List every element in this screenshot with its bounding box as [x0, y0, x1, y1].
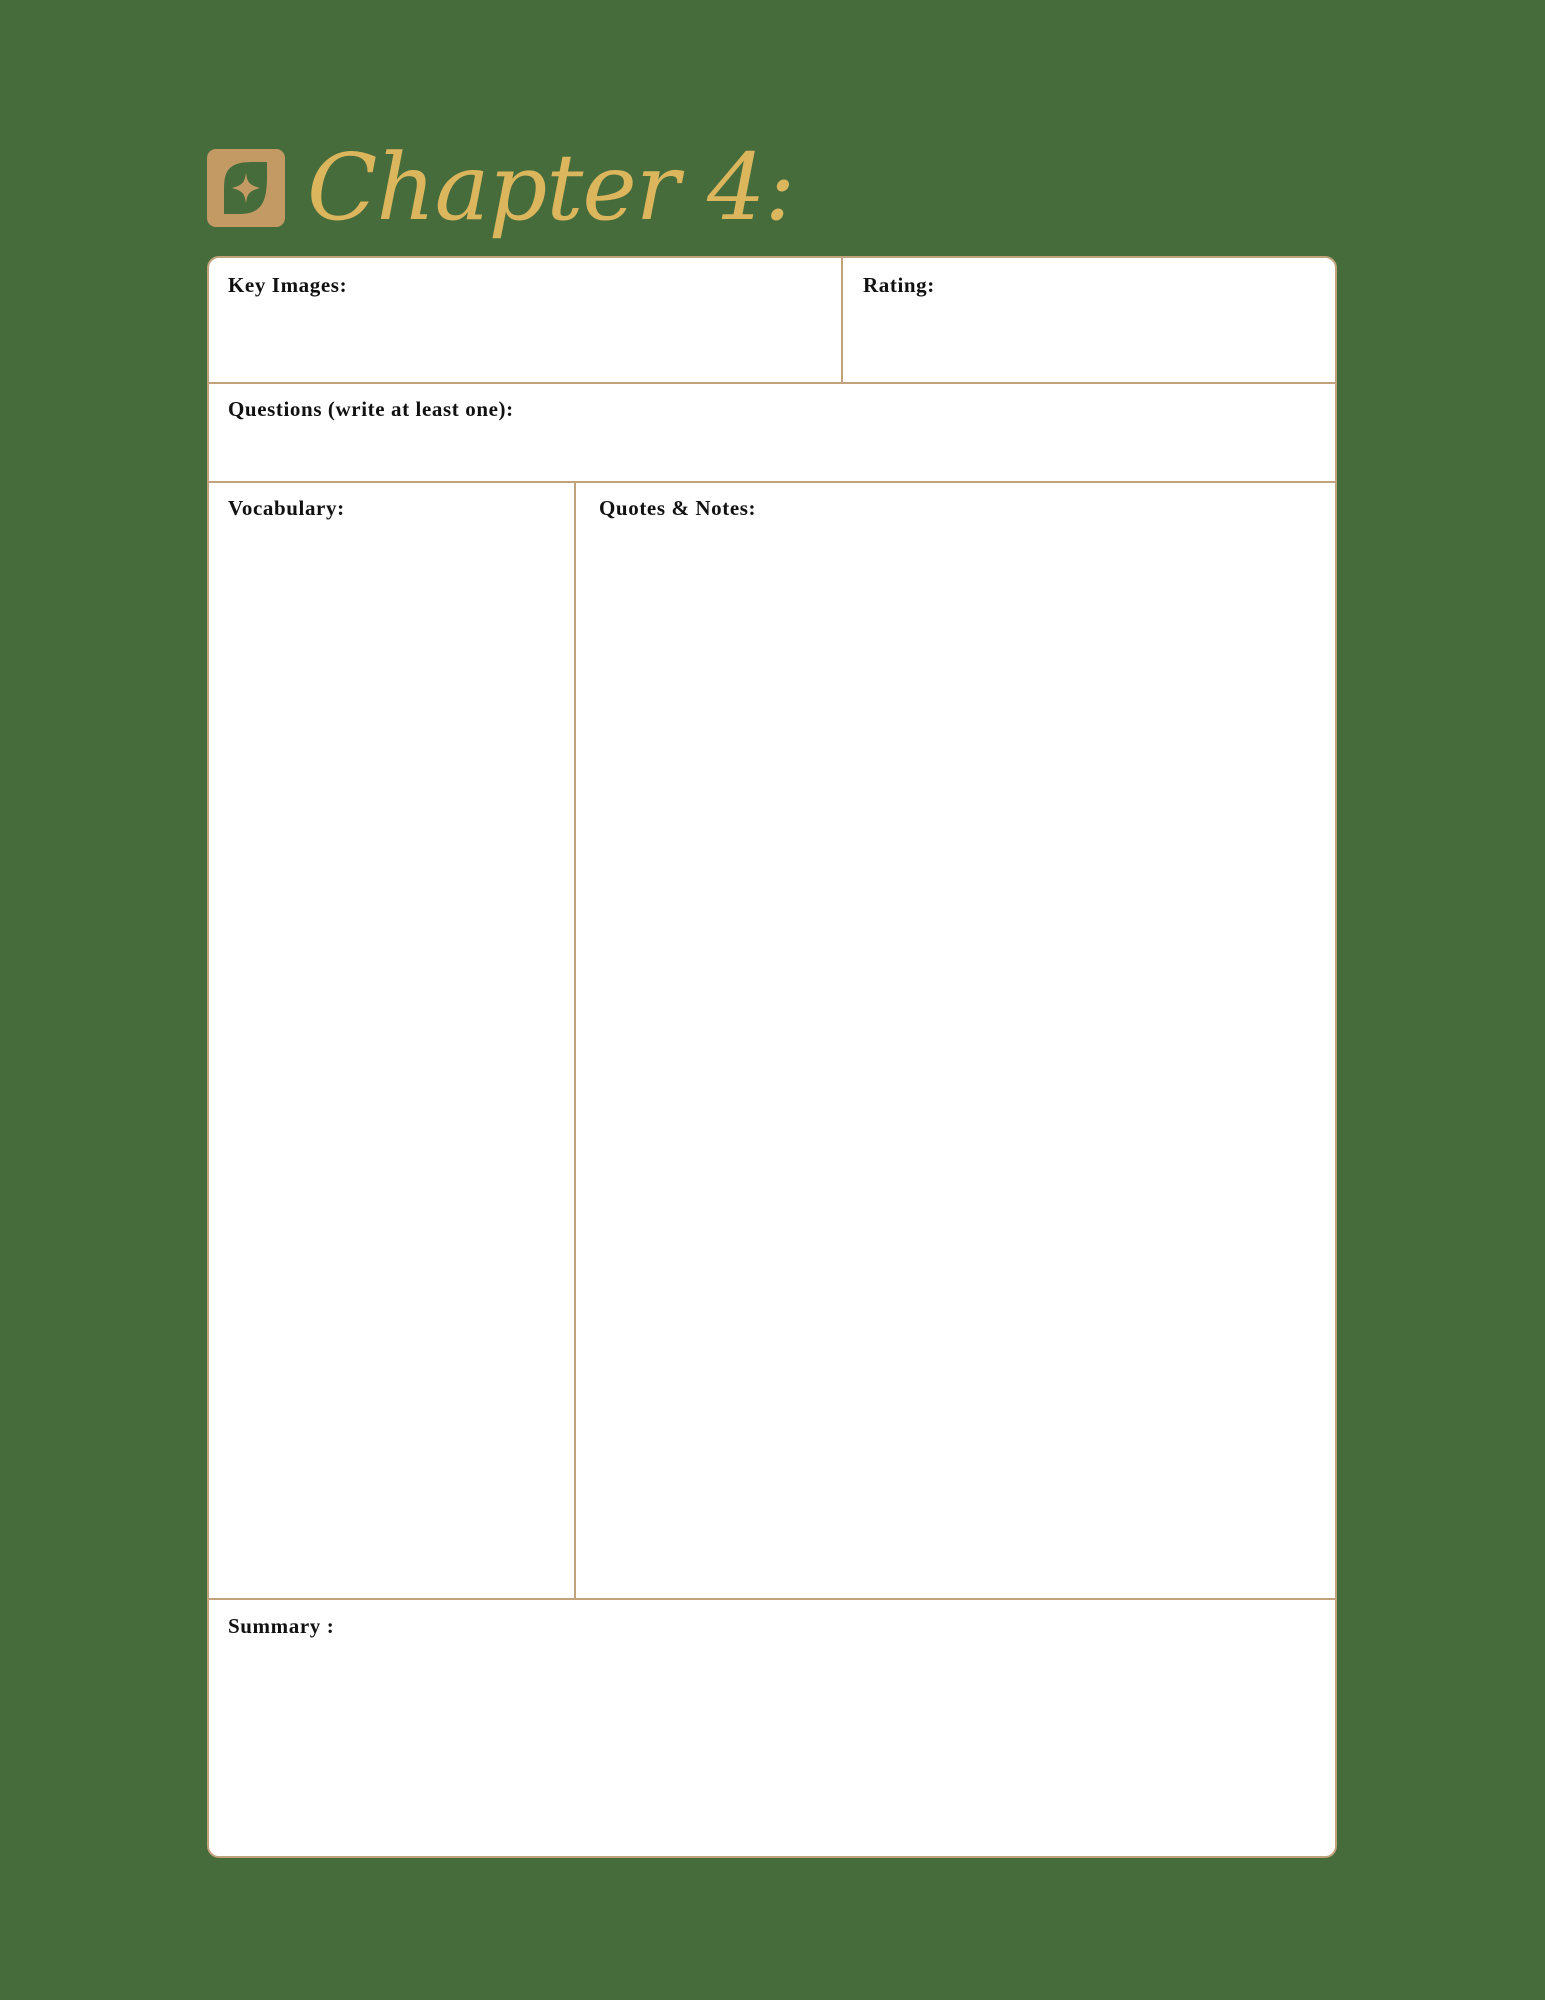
- rating-label: Rating:: [863, 273, 935, 297]
- sparkle-icon: [207, 149, 285, 227]
- divider: [209, 1598, 1337, 1600]
- key-images-field[interactable]: [209, 258, 841, 382]
- quotes-notes-field[interactable]: [576, 483, 1337, 1598]
- summary-label: Summary :: [228, 1614, 335, 1638]
- page-title: Chapter 4:: [307, 134, 795, 241]
- vocabulary-label: Vocabulary:: [228, 496, 345, 520]
- reading-notes-form: [207, 256, 1337, 1858]
- quotes-notes-label: Quotes & Notes:: [599, 496, 757, 520]
- rating-field[interactable]: [843, 258, 1337, 382]
- divider: [209, 481, 1337, 483]
- questions-label: Questions (write at least one):: [228, 397, 514, 421]
- divider: [841, 258, 843, 382]
- divider: [574, 481, 576, 1598]
- divider: [209, 382, 1337, 384]
- vocabulary-field[interactable]: [209, 483, 574, 1598]
- chapter-header: [207, 134, 795, 241]
- summary-field[interactable]: [209, 1600, 1337, 1856]
- questions-field[interactable]: [209, 384, 1337, 481]
- key-images-label: Key Images:: [228, 273, 348, 297]
